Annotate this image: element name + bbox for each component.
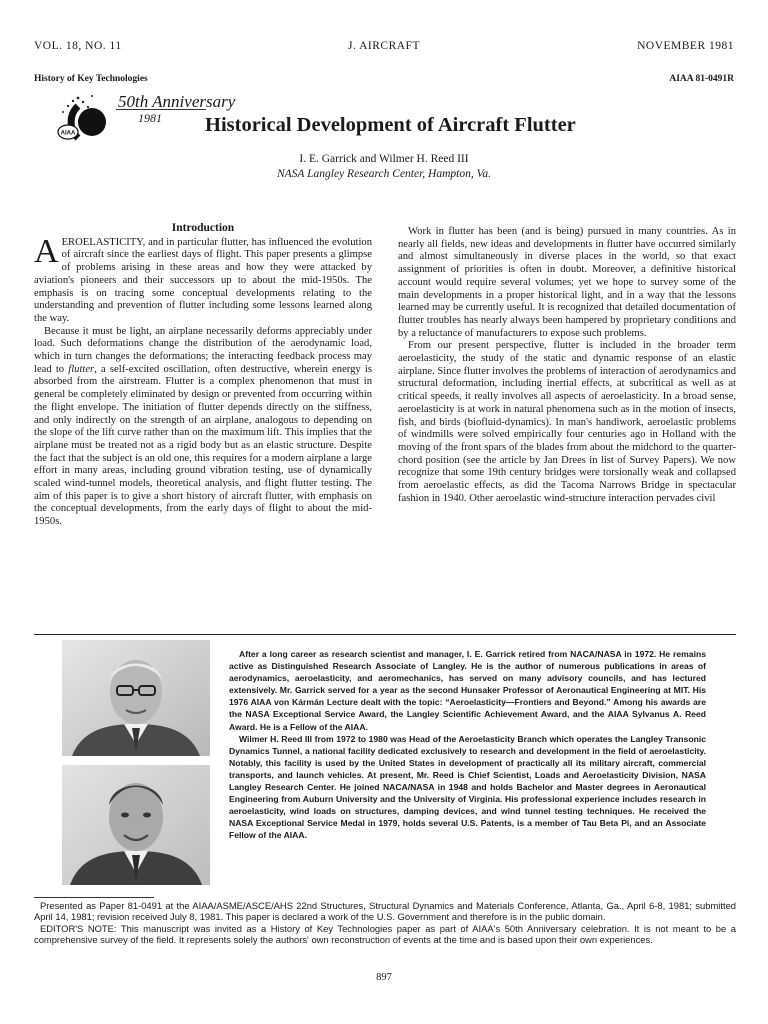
svg-text:AIAA: AIAA	[60, 130, 76, 137]
footnote-presented: Presented as Paper 81-0491 at the AIAA/ASME/ASCE/AHS 22nd Structures, Structural Dynamics and Materials Conference, Atlanta, Ga., April 6-8, 1981; submitted April 14, 1981; revision received July 8, 1981. This paper is declared a work of the U.S. Government and therefore is in the public domain.	[34, 900, 736, 923]
footnotes	[34, 900, 736, 945]
anniversary-year: 1981	[138, 111, 162, 125]
left-column	[34, 222, 372, 529]
paragraph: From our present perspective, flutter is included in the broader term aeroelasticity, the study of the static and dynamic response of an elastic airplane. Since flutter involves the problems of interaction of aerodynamics and structural deformation, including inertial effects, at subcritical as well as at critical speeds, it really involves all aspects of aeroelasticity. In a broad sense, aeroelasticity is at work in natural phenomena such as in the motion of insects, fish, and birds (biofluid-dynamics). In man's handiwork, aeroelastic problems of windmills were solved empirically four centuries ago in Holland with the moving of the front spars of the blades from about the midchord to the quarter-chord position (see the article by Jan Drees in list of Survey Papers). We now recognize that some 19th century bridges were torsionally weak and collapsed from aeroelastic effects, as did the Tacoma Narrows Bridge in spectacular fashion in 1940. Other aeroelastic wind-structure interaction pervades civil	[398, 340, 737, 504]
paragraph: Work in flutter has been (and is being) pursued in many countries. As in nearly all fields, new ideas and developments in flutter have occurred similarly and almost simultaneously in diverse places in the world, so that exact assignment of priorities is often in doubt. Moreover, a definitive historical account would require several volumes; yet we hope to survey some of the main developments in a proper historical light, and in a way that the lessons learned may be currently useful. It is recognized that detailed documentation of flutter troubles has nearly always been hampered by proprietary conditions and by a reluctance of manufacturers to expose such problems.	[398, 226, 736, 339]
bio-garrick: After a long career as research scientist and manager, I. E. Garrick retired from NACA/NASA in 1972. He remains active as Distinguished Research Associate of Langley. He is the author of numerous publications in areas of aerodynamics, aeroelasticity, and aeromechanics, has served on many advisory councils, and has lectured extensively. Mr. Garrick served for a year as the second Hunsaker Professor of Aeronautical Engineering at MIT. His 1976 AIAA von Kármán Lecture dealt with the topic: “Aeroelasticity—Frontiers and Beyond.” Among his awards are the NASA Exceptional Service Award, the Langley Scientific Achievement Award, and the AIAA Sylvanus A. Reed Award. He is a Fellow of the AIAA.	[229, 649, 706, 732]
issue-date: NOVEMBER 1981	[637, 40, 734, 52]
footnote-rule	[34, 897, 154, 898]
paper-title: Historical Development of Aircraft Flutter	[205, 114, 576, 136]
logo-divider	[116, 109, 206, 110]
journal-name: J. AIRCRAFT	[348, 40, 420, 52]
author-photo-reed	[62, 765, 210, 885]
section-heading: Introduction	[171, 222, 235, 234]
bio-reed: Wilmer H. Reed III from 1972 to 1980 was Head of the Aeroelasticity Branch which operates the Langley Transonic Dynamics Tunnel, a national facility dedicated exclusively to research and development in the field of aeroelasticity. Notably, this facility is used by the United States in development of practically all its military aircraft, commercial transports, and launch vehicles. At present, Mr. Reed is Chief Scientist, Loads and Aeroelasticity Division, NASA Langley Research Center. He joined NACA/NASA in 1948 and holds Bachelor and Master degrees in Aeronautical Engineering from Auburn University and the University of Virginia. His professional experience includes research in aeroelasticity, wind loads on structures, damping devices, and wind tunnel testing techniques. He received the NASA Exceptional Service Medal in 1979, holds several U.S. Patents, is a member of Tau Beta Pi, and an Associate Fellow of the AIAA.	[229, 733, 706, 841]
footnote-editor-note: EDITOR'S NOTE: This manuscript was invited as a History of Key Technologies paper as part of AIAA's 50th Anniversary celebration. It is not meant to be a comprehensive survey of the field. It represents solely the authors' own reconstruction of events at the time and is based upon their own experiences.	[34, 922, 736, 945]
author-biographies	[229, 648, 706, 842]
anniversary-text: 50th Anniversary	[118, 92, 236, 111]
affiliation: NASA Langley Research Center, Hampton, Va.	[276, 168, 491, 180]
author-photo-garrick	[62, 640, 210, 756]
section-rule	[34, 634, 736, 635]
series-label: History of Key Technologies	[34, 74, 148, 84]
drop-cap: A	[34, 232, 59, 270]
authors: I. E. Garrick and Wilmer H. Reed III	[299, 153, 469, 165]
volume-label: VOL. 18, NO. 11	[34, 40, 122, 52]
paper-id: AIAA 81-0491R	[669, 74, 734, 84]
paragraph: AEROELASTICITY, and in particular flutter, has influenced the evolution of aircraft since the earliest days of flight. This paper presents a glimpse of problems arising in these areas and how they were attacked by aviation's pioneers and their successors up to about the mid-1950s. The emphasis is on tracing some conceptual developments relating to the understanding and prevention of flutter including some lessons learned along the way.	[34, 232, 372, 324]
right-column	[398, 226, 736, 505]
page-number: 897	[376, 972, 392, 983]
paragraph: Because it must be light, an airplane necessarily deforms appreciably under load. Such deformations change the distribution of the aerodynamic load, which in turn changes the deformations; the interacting feedback process may lead to flutter, a self-excited oscillation, often destructive, wherein energy is absorbed from the airstream. Flutter is a complex phenomenon that must in general be completely eliminated by design or prevented from occurring within the flight envelope. The initiation of flutter depends directly on the stiffness, and only indirectly on the strength of an airplane, analogous to depending on the slope of the lift curve rather than on the maximum lift. This implies that the airplane must be treated not as a rigid body but as an elastic structure. Despite the fact that the subject is an old one, this requires for a modern airplane a large effort in many areas, including ground vibration testing, use of dynamically scaled wind-tunnel models, theoretical analysis, and flight flutter testing. The aim of this paper is to give a short history of aircraft flutter, with emphasis on the conceptual developments, from the early days of flight to about the mid-1950s.	[34, 325, 372, 528]
